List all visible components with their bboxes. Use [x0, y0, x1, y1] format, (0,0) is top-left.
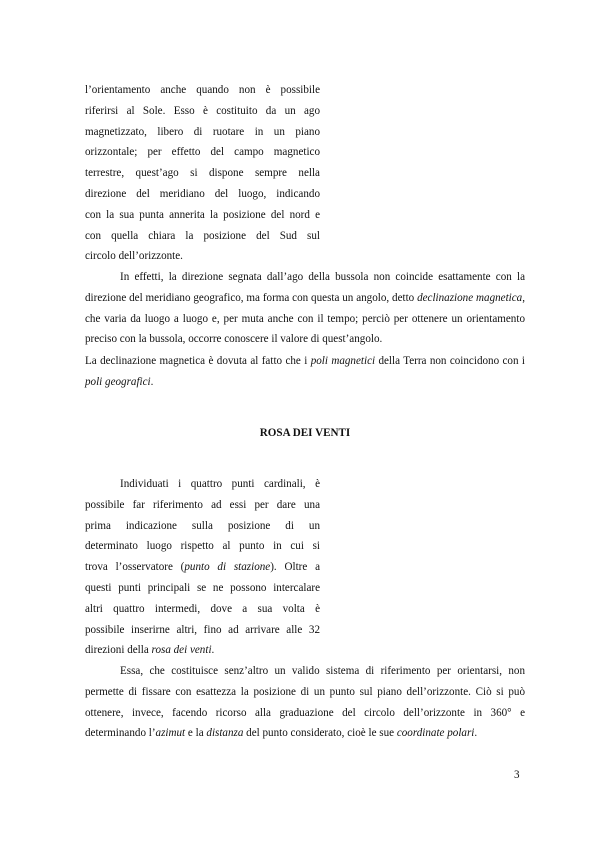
paragraph-declinazione: [85, 267, 525, 350]
text-run: In effetti, la direzione segnata dall’ago della bussola non coincide esattamente con la direzione del meridiano geografico, ma forma con questa un angolo, detto: [85, 271, 525, 304]
text-line: prima indicazione sulla posizione di un: [85, 519, 320, 532]
italic-term: azimut: [155, 727, 186, 740]
text-line: magnetizzato, libero di ruotare in un piano: [85, 125, 320, 138]
paragraph-poli: [85, 351, 525, 393]
text-run: ). Oltre a: [270, 561, 321, 574]
text-run: e la: [185, 727, 207, 740]
text-line: possibile inserirne altri, fino ad arrivare alle 32: [85, 623, 320, 636]
text-run: .: [211, 644, 215, 657]
text-run: Essa, che costituisce senz’altro un valido sistema di riferimento per orientarsi, non permette di fissare con esattezza la posizione di un punto sul piano dell’orizzonte. Ciò si può ottenere, invece, facendo ricorso alla graduazione del circolo dell’orizzonte in 360° e determinando l’: [85, 665, 525, 740]
text-line: [85, 557, 320, 578]
italic-term: poli magnetici: [310, 355, 376, 367]
text-run: del punto considerato, cioè le sue: [243, 727, 397, 740]
text-line: orizzontale; per effetto del campo magnetico: [85, 146, 320, 159]
italic-term: distanza: [206, 727, 244, 740]
text-run: .: [150, 375, 154, 388]
italic-term: rosa dei venti: [151, 644, 212, 657]
italic-term: declinazione magnetica: [417, 291, 523, 304]
text-line: determinato luogo rispetto al punto in cui si: [85, 540, 320, 553]
text-run: La declinazione magnetica è dovuta al fatto che i: [85, 355, 311, 367]
paragraph-azimut: [85, 661, 525, 744]
section-heading: ROSA DEI VENTI: [259, 427, 351, 439]
text-line: terrestre, quest’ago si dispone sempre nella: [85, 167, 320, 180]
text-line: con quella chiara la posizione del Sud sul: [85, 229, 320, 242]
text-run: trova l’osservatore (: [85, 561, 185, 574]
text-line: direzione del meridiano del luogo, indicando: [85, 187, 320, 200]
text-line: con la sua punta annerita la posizione del nord e: [85, 208, 320, 221]
text-run: direzioni della: [85, 644, 152, 657]
text-line: circolo dell’orizzonte.: [85, 250, 183, 263]
text-line: l’orientamento anche quando non è possibile: [85, 84, 320, 96]
text-line: riferirsi al Sole. Esso è costituito da un ago: [85, 104, 320, 117]
paragraph-punti-cardinali: [85, 474, 320, 661]
italic-term: poli geografici: [85, 375, 151, 388]
text-line: altri quattro intermedi, dove a sua volta è: [85, 602, 320, 615]
text-line: [85, 640, 320, 661]
text-line: questi punti principali se ne possono intercalare: [85, 581, 320, 594]
text-run: della Terra non coincidono con i: [375, 355, 525, 367]
italic-term: coordinate polari: [396, 727, 475, 740]
paragraph-bussola: [85, 80, 320, 267]
text-line: possibile far riferimento ad essi per dare una: [85, 498, 320, 511]
text-line: Individuati i quattro punti cardinali, è: [120, 478, 320, 490]
text-run: .: [474, 727, 478, 740]
page-number: 3: [514, 769, 520, 781]
text-run: , che varia da luogo a luogo e, per muta anche con il tempo; perciò per ottenere un orientamento preciso con la bussola, occorre conoscere il valore di quest’angolo.: [85, 291, 525, 346]
italic-term: punto di stazione: [184, 561, 271, 574]
